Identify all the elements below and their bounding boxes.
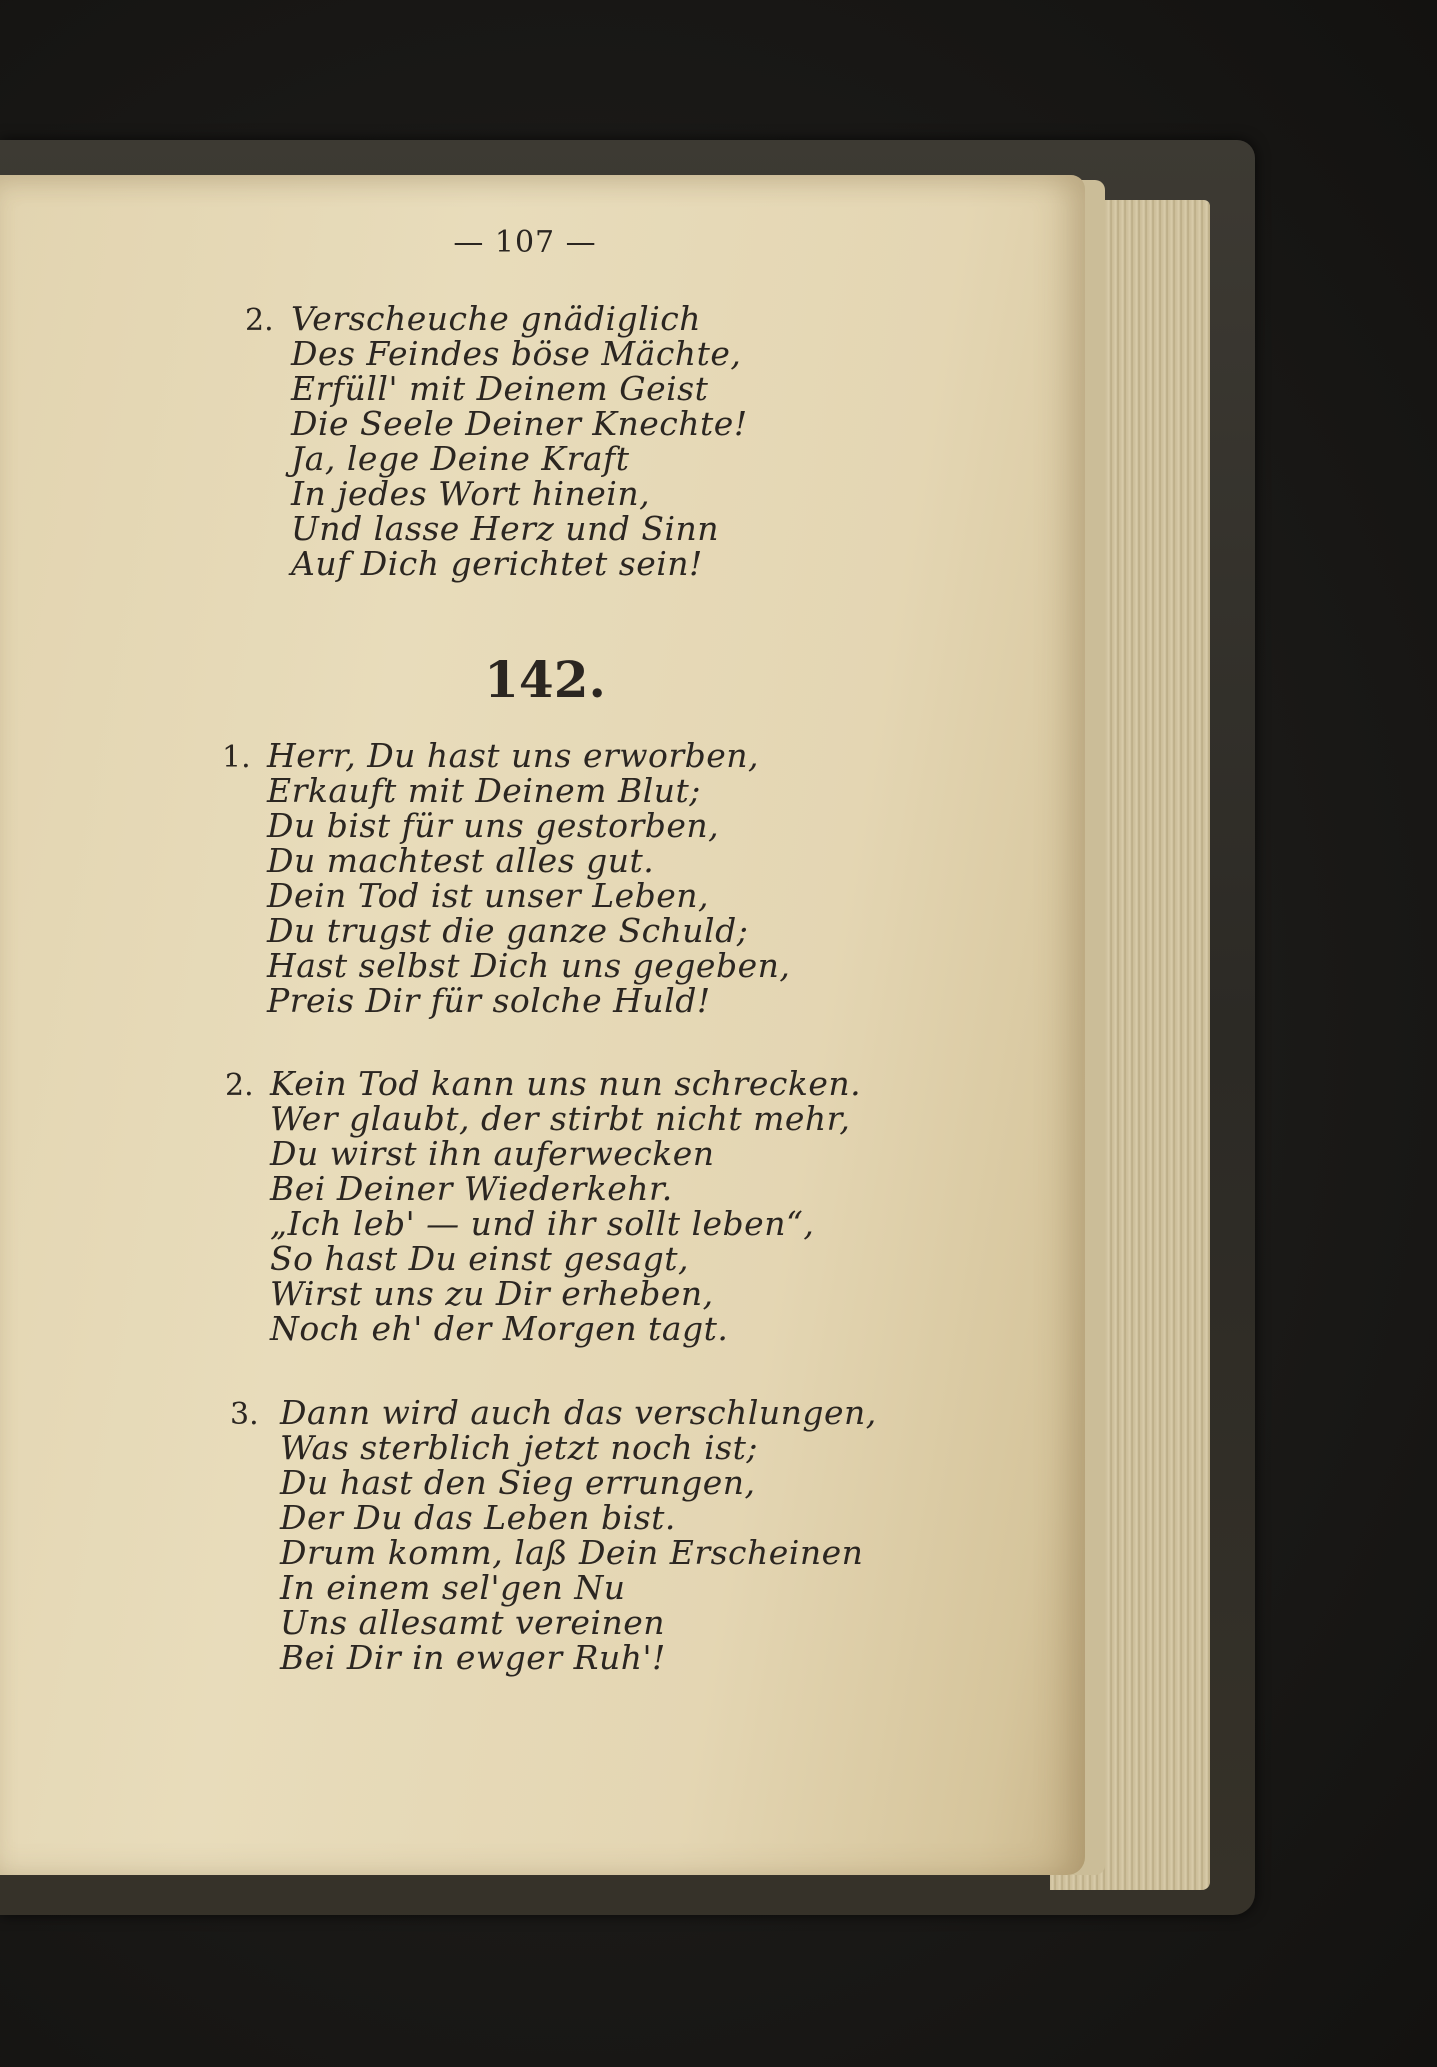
stanza-line: Wirst uns zu Dir erheben, (270, 1274, 714, 1313)
hymn-number: 142. (484, 650, 606, 709)
stanza-line: Du wirst ihn auferwecken (270, 1134, 715, 1173)
stanza-number: 3. (230, 1397, 259, 1432)
stanza-line: In einem sel'gen Nu (280, 1568, 626, 1607)
stanza-line: Und lasse Herz und Sinn (291, 509, 720, 548)
stanza-line: Preis Dir für solche Huld! (267, 981, 711, 1020)
stanza-line: Bei Deiner Wiederkehr. (270, 1169, 673, 1208)
stanza-line: Erfüll' mit Deinem Geist (291, 369, 709, 408)
stanza-number: 1. (222, 740, 251, 775)
stanza-line: Du trugst die ganze Schuld; (267, 911, 749, 950)
stanza-line: Kein Tod kann uns nun schrecken. (270, 1064, 862, 1103)
stanza-line: Erkauft mit Deinem Blut; (267, 771, 701, 810)
stanza-line: Ja, lege Deine Kraft (291, 439, 630, 478)
stanza-line: Du machtest alles gut. (267, 841, 655, 880)
stanza-line: Verscheuche gnädiglich (291, 299, 702, 338)
stanza-line: Herr, Du hast uns erworben, (267, 736, 760, 775)
stanza-line: Des Feindes böse Mächte, (291, 334, 742, 373)
stanza-line: Dein Tod ist unser Leben, (267, 876, 710, 915)
stanza-line: So hast Du einst gesagt, (270, 1239, 689, 1278)
stanza-line: „Ich leb' — und ihr sollt leben“, (270, 1204, 815, 1243)
stanza-number: 2. (225, 1068, 254, 1103)
stanza-number: 2. (245, 303, 274, 338)
stanza-line: Dann wird auch das verschlungen, (280, 1393, 877, 1432)
stanza-line: Wer glaubt, der stirbt nicht mehr, (270, 1099, 851, 1138)
stanza-line: Auf Dich gerichtet sein! (291, 544, 703, 583)
stanza-line: Noch eh' der Morgen tagt. (270, 1309, 729, 1348)
stanza-line: Der Du das Leben bist. (280, 1498, 676, 1537)
page-number: — 107 — (453, 225, 597, 260)
stanza-line: Hast selbst Dich uns gegeben, (267, 946, 791, 985)
stanza-line: Bei Dir in ewger Ruh'! (280, 1638, 666, 1677)
stanza-line: Uns allesamt vereinen (280, 1603, 666, 1642)
stanza-line: Was sterblich jetzt noch ist; (280, 1428, 758, 1467)
stanza-line: Du bist für uns gestorben, (267, 806, 720, 845)
stanza-line: In jedes Wort hinein, (291, 474, 651, 513)
stanza-line: Drum komm, laß Dein Erscheinen (280, 1533, 864, 1572)
stanza-line: Du hast den Sieg errungen, (280, 1463, 756, 1502)
stanza-line: Die Seele Deiner Knechte! (291, 404, 748, 443)
